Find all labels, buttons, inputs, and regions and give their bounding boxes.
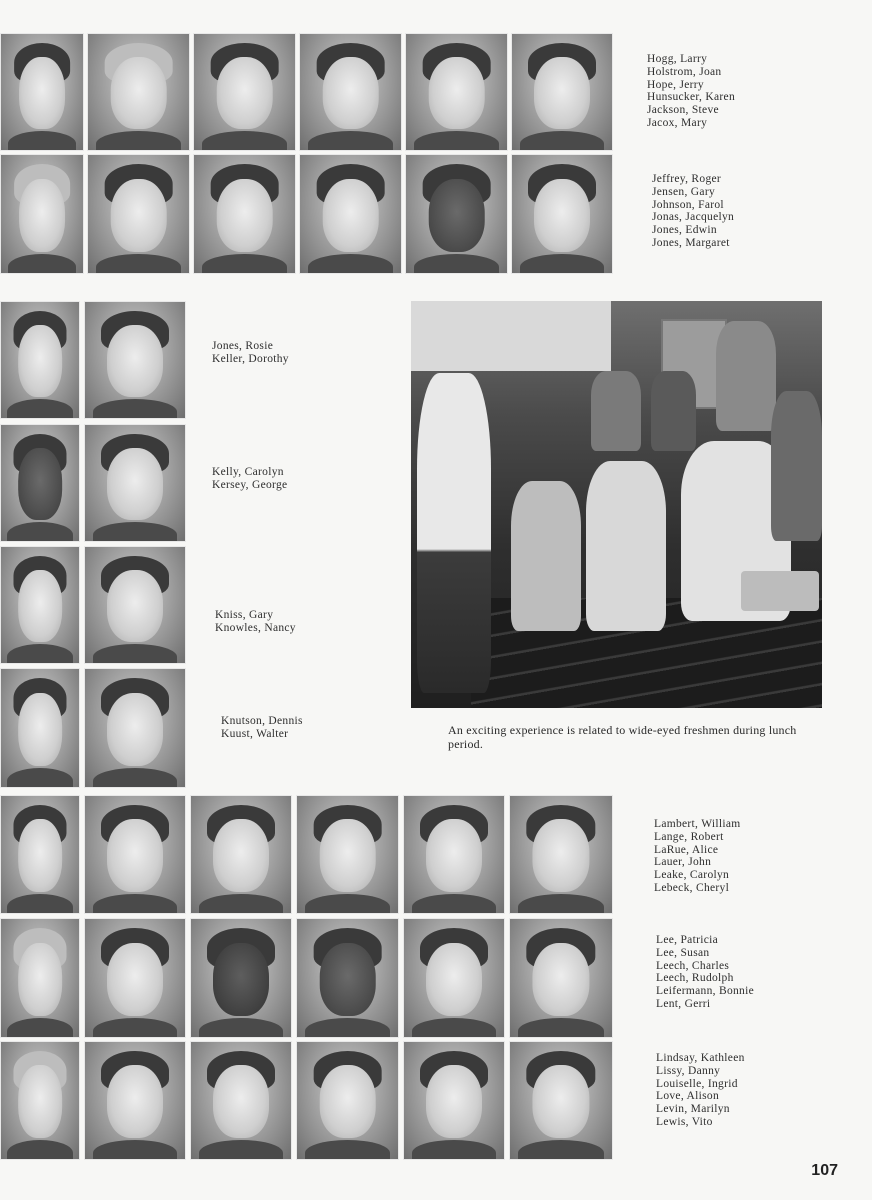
student-name: Lee, Susan [656, 946, 710, 959]
names-group-3 [212, 340, 289, 366]
student-portrait [403, 918, 505, 1038]
student-portrait [296, 918, 399, 1038]
names-group-7 [654, 818, 741, 895]
student-portrait [299, 33, 402, 151]
student-name: Kelly, Carolyn [212, 466, 284, 478]
photo-caption: An exciting experience is related to wide-eyed freshmen during lunch period. [448, 723, 797, 751]
student-portrait [193, 33, 296, 151]
student-name: Knutson, Dennis [221, 715, 303, 727]
student-name: Kuust, Walter [221, 727, 289, 740]
student-portrait [190, 1041, 292, 1160]
student-portrait [190, 918, 292, 1038]
student-name: Keller, Dorothy [212, 352, 289, 365]
student-name: Leifermann, Bonnie [656, 985, 755, 998]
student-portrait [0, 301, 80, 419]
student-name: Leech, Rudolph [656, 972, 734, 985]
student-portrait [0, 668, 80, 788]
student-name: Lissy, Danny [656, 1064, 721, 1077]
student-portrait [509, 1041, 613, 1160]
student-name: Kniss, Gary [215, 609, 274, 621]
student-portrait [403, 795, 505, 914]
student-portrait [190, 795, 292, 914]
names-group-5 [215, 609, 296, 635]
student-name: Hogg, Larry [647, 53, 708, 65]
names-group-1 [647, 53, 735, 130]
names-group-2 [652, 173, 734, 250]
student-portrait [0, 154, 84, 274]
student-portrait [193, 154, 296, 274]
names-group-4 [212, 466, 287, 492]
student-portrait [0, 424, 80, 542]
student-portrait [509, 795, 613, 914]
student-portrait [0, 918, 80, 1038]
student-portrait [405, 154, 508, 274]
student-portrait [0, 1041, 80, 1160]
student-portrait [84, 1041, 186, 1160]
student-name: Jones, Rosie [212, 340, 274, 352]
student-name: Lauer, John [654, 856, 712, 869]
names-group-8 [656, 934, 754, 1011]
student-name: Jones, Margaret [652, 236, 730, 249]
student-name: Lebeck, Cheryl [654, 881, 730, 894]
student-portrait [403, 1041, 505, 1160]
student-name: Johnson, Farol [652, 198, 724, 211]
student-name: Lent, Gerri [656, 997, 711, 1010]
student-name: Jeffrey, Roger [652, 173, 722, 185]
student-portrait [405, 33, 508, 151]
student-portrait [87, 33, 190, 151]
student-name: Lange, Robert [654, 830, 724, 843]
student-name: Leake, Carolyn [654, 869, 730, 882]
student-name: Louiselle, Ingrid [656, 1077, 738, 1090]
student-name: Leech, Charles [656, 959, 730, 972]
student-name: Jensen, Gary [652, 185, 715, 198]
student-portrait [0, 795, 80, 914]
student-portrait [0, 33, 84, 151]
names-group-9 [656, 1052, 745, 1129]
student-portrait [84, 424, 186, 542]
student-portrait [299, 154, 402, 274]
student-name: Jones, Edwin [652, 224, 717, 237]
student-name: Hunsucker, Karen [647, 91, 736, 104]
student-portrait [84, 301, 186, 419]
student-name: Jacox, Mary [647, 116, 708, 129]
student-portrait [296, 795, 399, 914]
candid-photograph [411, 301, 822, 708]
student-portrait [511, 33, 613, 151]
student-name: Jonas, Jacquelyn [652, 211, 735, 224]
student-name: Kersey, George [212, 478, 288, 491]
student-portrait [84, 795, 186, 914]
student-name: LaRue, Alice [654, 843, 719, 856]
student-portrait [0, 546, 80, 664]
student-portrait [84, 546, 186, 664]
student-name: Hope, Jerry [647, 78, 704, 91]
student-name: Jackson, Steve [647, 104, 719, 117]
student-name: Lee, Patricia [656, 934, 719, 946]
student-name: Holstrom, Joan [647, 65, 722, 78]
student-portrait [511, 154, 613, 274]
student-portrait [509, 918, 613, 1038]
student-portrait [296, 1041, 399, 1160]
student-portrait [87, 154, 190, 274]
student-name: Love, Alison [656, 1090, 720, 1103]
student-name: Levin, Marilyn [656, 1103, 730, 1116]
student-name: Knowles, Nancy [215, 621, 296, 634]
student-portrait [84, 918, 186, 1038]
student-portrait [84, 668, 186, 788]
student-name: Lewis, Vito [656, 1115, 713, 1128]
names-group-6 [221, 715, 303, 741]
student-name: Lambert, William [654, 818, 741, 830]
page-number: 107 [811, 1162, 838, 1179]
student-name: Lindsay, Kathleen [656, 1052, 745, 1064]
